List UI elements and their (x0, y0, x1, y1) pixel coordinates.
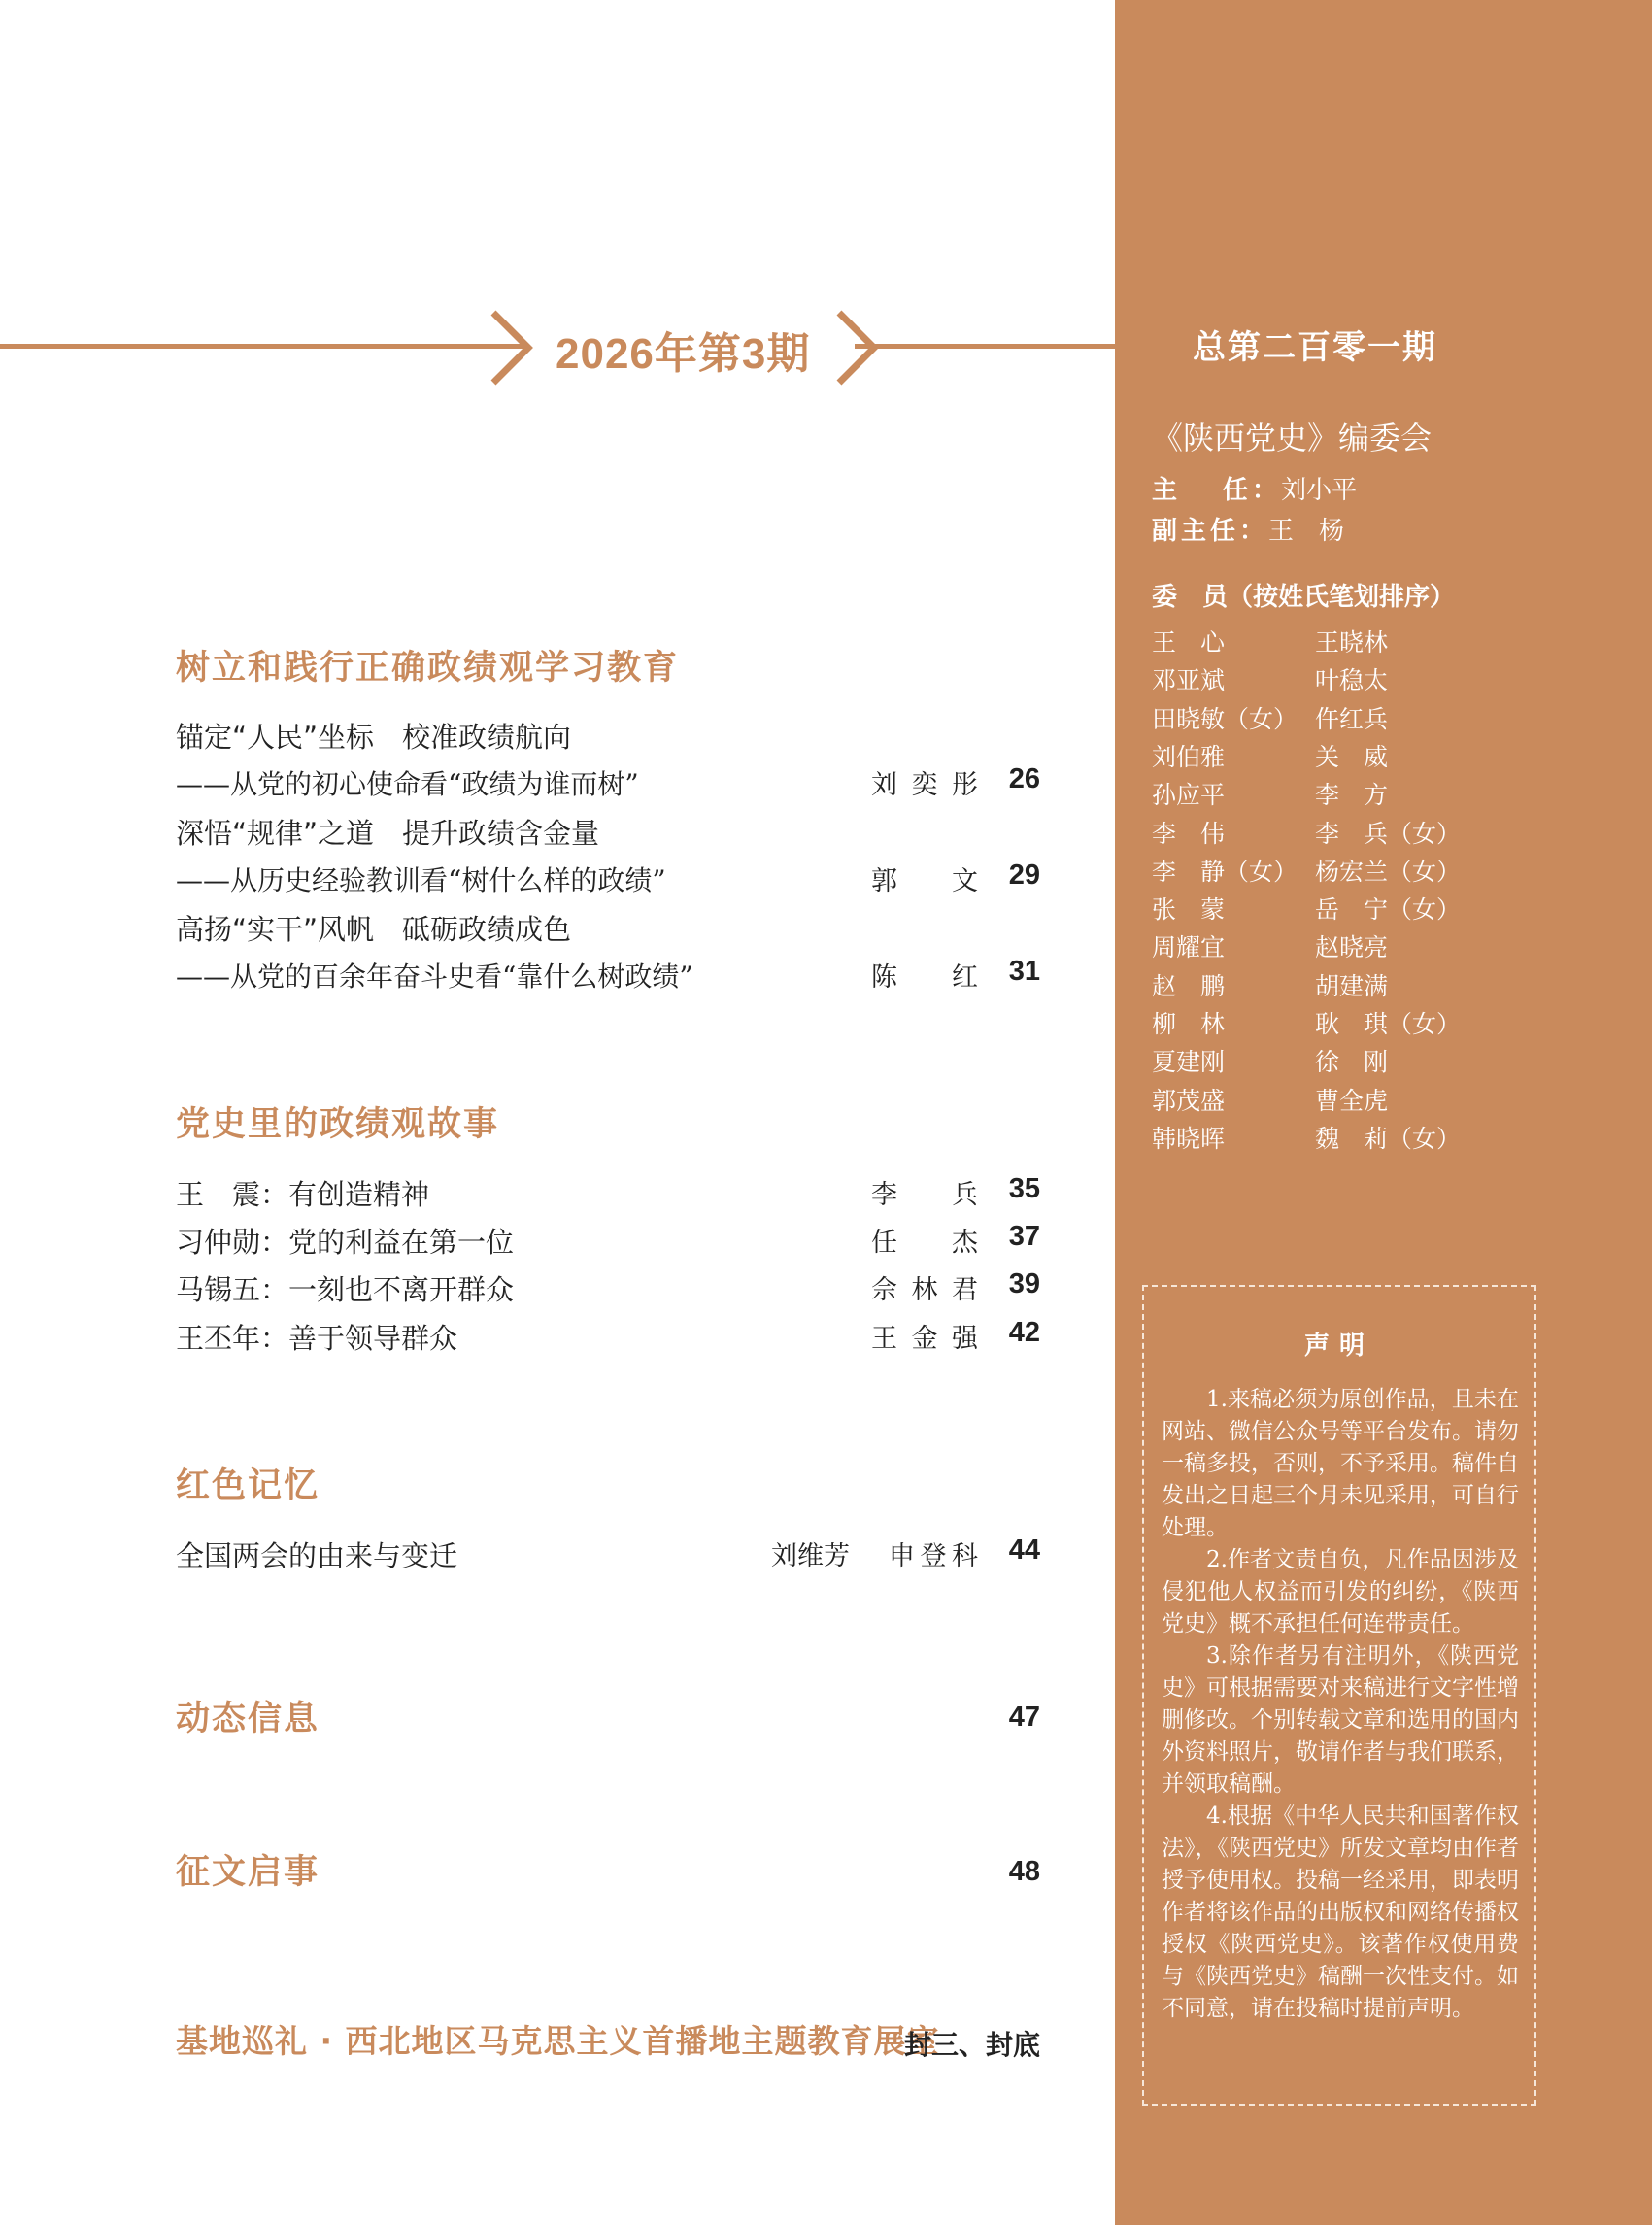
entry-page-number: 44 (1008, 1534, 1040, 1566)
deputy-name: 王 杨 (1268, 517, 1345, 546)
entry-subtitle: ——从历史经验教训看“树什么样的政绩” (176, 864, 666, 896)
notice-paragraph: 1.来稿必须为原创作品，且未在网站、微信公众号等平台发布。请勿一稿多投，否则，不予采用。稿件自发出之日起三个月未见采用，可自行处理。 (1162, 1387, 1519, 1540)
deputy-row (1152, 511, 1344, 547)
entry-author: 申登科 (889, 1541, 978, 1571)
notice-title: 声明 (1303, 1332, 1374, 1361)
chevron-right-icon (488, 309, 536, 387)
entry-author: 李兵 (871, 1180, 978, 1210)
entry-page-number: 42 (1008, 1317, 1040, 1348)
section-page-number: 47 (1008, 1702, 1040, 1733)
entry-page-number: 39 (1008, 1268, 1040, 1299)
member-name: 赵晓亮 (1315, 933, 1389, 962)
notice-box (1142, 1285, 1536, 2106)
entry-title: 高扬“实干”风帆 砥砺政绩成色 (176, 913, 572, 946)
deputy-label: 副主任： (1152, 517, 1269, 546)
entry-title: 王丕年：善于领导群众 (176, 1322, 458, 1355)
member-name: 孙应平 (1152, 781, 1226, 810)
member-name: 李 兵（女） (1315, 819, 1462, 848)
total-issue-number: 总第二百零一期 (1193, 328, 1437, 367)
entry-author: 任杰 (871, 1228, 978, 1258)
section-title: 党史里的政绩观故事 (176, 1105, 500, 1144)
members-label: 委 员（按姓氏笔划排序） (1152, 583, 1456, 612)
member-name: 田晓敏（女） (1152, 704, 1298, 733)
member-name: 张 蒙 (1152, 895, 1226, 925)
entry-author: 刘维芳 (771, 1541, 850, 1571)
member-name: 夏建刚 (1152, 1048, 1226, 1077)
member-name: 胡建满 (1315, 971, 1389, 1000)
notice-paragraph: 2.作者文责自负，凡作品因涉及侵犯他人权益而引发的纠纷，《陕西党史》概不承担任何连带责任。 (1162, 1547, 1519, 1636)
member-name: 岳 宁（女） (1315, 895, 1462, 925)
entry-author: 刘奕彤 (871, 770, 978, 800)
member-name: 关 威 (1315, 742, 1389, 771)
issue-title: 2026年第3期 (556, 330, 811, 378)
member-name: 李 伟 (1152, 819, 1226, 848)
member-name: 叶稳太 (1315, 666, 1389, 695)
member-name: 李 静（女） (1152, 857, 1298, 886)
member-name: 郭茂盛 (1152, 1086, 1226, 1115)
entry-title: 习仲勋：党的利益在第一位 (176, 1226, 515, 1259)
header-rule-right (855, 344, 1117, 349)
entry-author: 陈红 (871, 962, 978, 993)
editorial-board-title: 《陕西党史》编委会 (1152, 420, 1433, 456)
member-name: 徐 刚 (1315, 1048, 1389, 1077)
member-name: 曹全虎 (1315, 1086, 1389, 1115)
header-rule-left (0, 344, 524, 349)
entry-page-number: 35 (1008, 1173, 1040, 1204)
entry-author: 佘林君 (871, 1275, 978, 1305)
entry-title: 马锡五：一刻也不离开群众 (176, 1273, 515, 1306)
member-name: 李 方 (1315, 781, 1389, 810)
entry-page-number: 31 (1008, 956, 1040, 987)
entry-author: 郭文 (871, 866, 978, 896)
director-name: 刘小平 (1281, 476, 1358, 505)
member-name: 王晓林 (1315, 628, 1389, 657)
entry-author: 王金强 (871, 1324, 978, 1354)
entry-subtitle: ——从党的百余年奋斗史看“靠什么树政绩” (176, 961, 693, 993)
entry-title: 锚定“人民”坐标 校准政绩航向 (176, 721, 572, 754)
notice-paragraph: 3.除作者另有注明外，《陕西党史》可根据需要对来稿进行文字性增删修改。个别转载文章和选用的国内外资料照片，敬请作者与我们联系，并领取稿酬。 (1162, 1643, 1519, 1797)
member-name: 韩晓晖 (1152, 1124, 1226, 1153)
member-name: 耿 琪（女） (1315, 1010, 1462, 1038)
section-title[interactable]: 基地巡礼 · 西北地区马克思主义首播地主题教育展室 (176, 2022, 940, 2060)
member-name: 刘伯雅 (1152, 742, 1226, 771)
section-page-number: 48 (1008, 1856, 1040, 1887)
member-name: 杨宏兰（女） (1315, 857, 1462, 886)
member-name: 赵 鹏 (1152, 971, 1226, 1000)
section-title: 红色记忆 (176, 1466, 320, 1505)
entry-subtitle: ——从党的初心使命看“政绩为谁而树” (176, 768, 639, 800)
member-name: 王 心 (1152, 628, 1226, 657)
notice-body (1162, 1384, 1519, 2025)
member-name: 仵红兵 (1315, 704, 1389, 733)
member-name: 周耀宜 (1152, 933, 1226, 962)
entry-title: 王 震：有创造精神 (176, 1178, 430, 1211)
entry-title: 深悟“规律”之道 提升政绩含金量 (176, 817, 600, 850)
entry-page-number: 29 (1008, 860, 1040, 891)
entry-page-number: 37 (1008, 1221, 1040, 1252)
section-page-number: 封三、封底 (903, 2029, 1040, 2061)
entry-page-number: 26 (1008, 763, 1040, 794)
member-name: 柳 林 (1152, 1010, 1226, 1038)
entry-title: 全国两会的由来与变迁 (176, 1539, 458, 1572)
section-title[interactable]: 征文启事 (176, 1853, 320, 1892)
member-name: 魏 莉（女） (1315, 1124, 1462, 1153)
director-label: 主 任： (1152, 476, 1282, 505)
section-title[interactable]: 动态信息 (176, 1700, 320, 1738)
notice-paragraph: 4.根据《中华人民共和国著作权法》，《陕西党史》所发文章均由作者授予使用权。投稿一经采用，即表明作者将该作品的出版权和网络传播权授权《陕西党史》。该著作权使用费与《陕西党史》稿酬一次性支付。如不同意，请在投稿时提前声明。 (1162, 1804, 1519, 2021)
director-row (1152, 470, 1357, 506)
member-name: 邓亚斌 (1152, 666, 1226, 695)
section-title: 树立和践行正确政绩观学习教育 (176, 649, 680, 688)
